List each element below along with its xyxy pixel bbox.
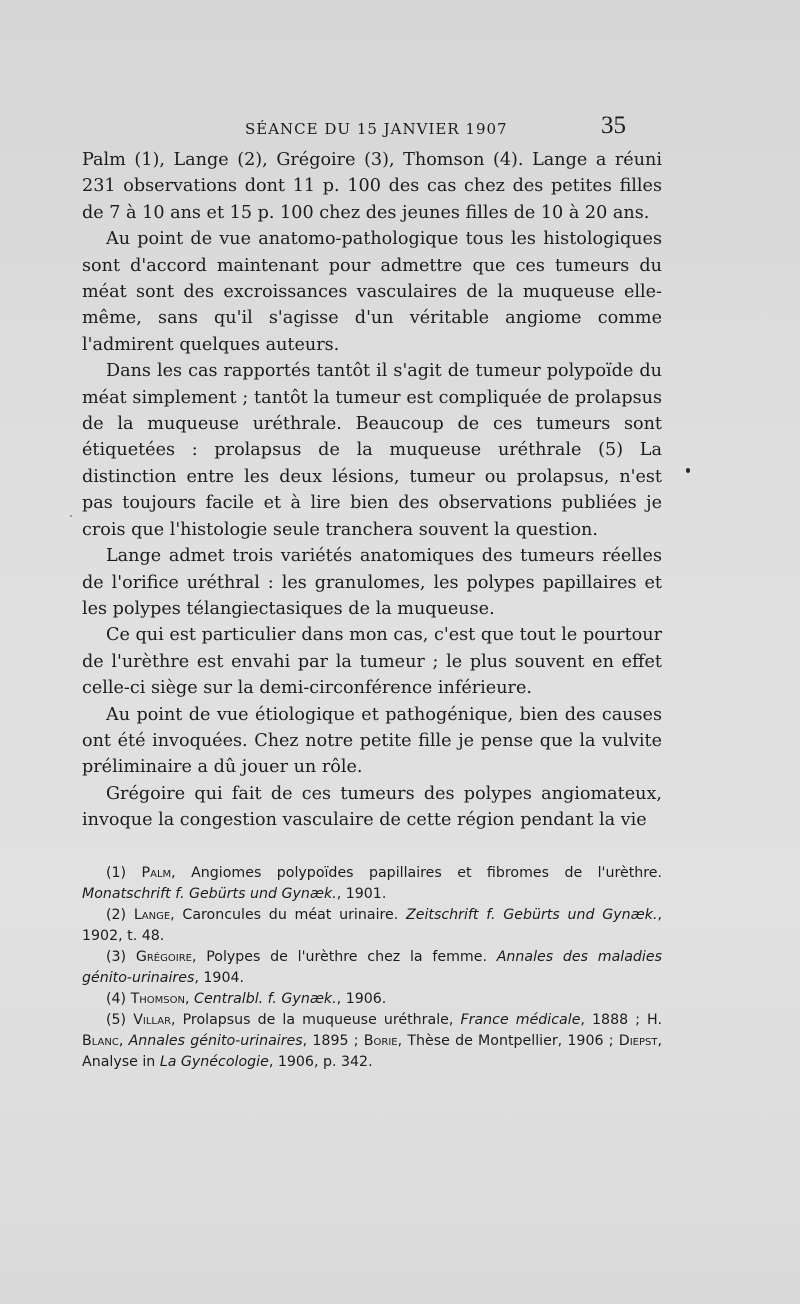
footnote-tail: , 1901. <box>336 886 387 902</box>
footnote-marker: (1) <box>106 865 127 881</box>
footnote-journal: Zeitschrift f. Gebürts und Gynæk. <box>406 907 658 923</box>
margin-speck <box>70 515 72 517</box>
footnote-tail: , 1904. <box>194 970 245 986</box>
footnote-4 <box>82 989 662 1010</box>
margin-speck <box>686 468 690 473</box>
footnote-author: Palm <box>141 865 172 881</box>
footnote-author: Diepst <box>618 1033 658 1049</box>
footnote-author: Villar <box>133 1012 172 1028</box>
paragraph-3: Dans les cas rapportés tantôt il s'agit de tumeur polypoïde du méat simplement ; tantôt la tumeur est compliquée de prolapsus de la muqueuse uréthrale. Beaucoup de ces tumeurs sont étiquetées : prolapsus de la muqueuse uréthrale (5) La distinction entre les deux lésions, tumeur ou prolapsus, n'est pas toujours facile et à lire bien des observations publiées je crois que l'histologie seule tranchera souvent la question. <box>82 361 662 540</box>
body-text <box>82 147 662 834</box>
paragraph-1: Palm (1), Lange (2), Grégoire (3), Thomson (4). Lange a réuni 231 observations dont 11 p. 100 des cas chez des petites filles de 7 à 10 ans et 15 p. 100 chez des jeunes filles de 10 à 20 ans. <box>82 150 662 223</box>
paragraph-2: Au point de vue anatomo-pathologique tous les histologiques sont d'accord maintenant pour admettre que ces tumeurs du méat sont des excroissances vasculaires de la muqueuse elle-même, sans qu'il s'agisse d'un véritable angiome comme l'admirent quelques auteurs. <box>82 229 662 355</box>
footnote-journal: Annales génito-urinaires <box>128 1033 303 1049</box>
footnote-author: Lange <box>133 907 171 923</box>
footnote-marker: (5) <box>106 1012 127 1028</box>
footnote-text: , Polypes de l'urèthre chez la femme. <box>191 949 497 965</box>
footnote-1 <box>82 863 662 905</box>
footnote-author: Grégoire <box>135 949 192 965</box>
paragraph-7: Grégoire qui fait de ces tumeurs des polypes angiomateux, invoque la congestion vasculaire de cette région pendant la vie <box>82 783 662 831</box>
footnote-3 <box>82 947 662 989</box>
footnote-author: Borie <box>363 1033 398 1049</box>
footnote-tail: , 1906, p. 342. <box>268 1054 373 1070</box>
running-head <box>0 112 800 142</box>
footnote-text: , Prolapsus de la muqueuse uréthrale, <box>171 1012 461 1028</box>
footnote-author: Blanc <box>82 1033 119 1049</box>
footnote-text: , <box>118 1033 129 1049</box>
footnote-journal: Centralbl. f. Gynæk. <box>194 991 337 1007</box>
footnotes <box>82 863 662 1073</box>
footnote-text: , Analyse in <box>82 1033 662 1070</box>
footnote-journal: Annales des maladies génito-urinaires <box>82 949 662 986</box>
footnote-author: Thomson <box>130 991 186 1007</box>
paragraph-6: Au point de vue étiologique et pathogénique, bien des causes ont été invoquées. Chez notre petite fille je pense que la vulvite préliminaire a dû jouer un rôle. <box>82 704 662 778</box>
footnote-2 <box>82 905 662 947</box>
footnote-tail: , 1906. <box>336 991 387 1007</box>
footnote-journal: Monatschrift f. Gebürts und Gynæk. <box>82 886 337 902</box>
paragraph-4: Lange admet trois variétés anatomiques des tumeurs réelles de l'orifice uréthral : les granulomes, les polypes papillaires et les polypes télangiectasiques de la muqueuse. <box>82 546 662 619</box>
paragraph-5: Ce qui est particulier dans mon cas, c'est que tout le pourtour de l'urèthre est envahi par la tumeur ; le plus souvent en effet celle-ci siège sur la demi-circonférence inférieure. <box>82 625 662 699</box>
footnote-text: , Caroncules du méat urinaire. <box>170 907 407 923</box>
footnote-text: , <box>185 991 195 1007</box>
footnote-tail: , 1902, t. 48. <box>82 907 662 944</box>
page-number: 35 <box>601 112 626 139</box>
footnote-marker: (4) <box>106 991 127 1007</box>
footnote-journal: La Gynécologie <box>159 1054 269 1070</box>
footnote-text: , 1888 ; H. <box>580 1012 662 1028</box>
footnote-marker: (2) <box>106 907 127 923</box>
footnote-5 <box>82 1010 662 1073</box>
running-title: SÉANCE DU 15 JANVIER 1907 <box>245 120 508 138</box>
footnote-marker: (3) <box>106 949 127 965</box>
footnote-text: , Angiomes polypoïdes papillaires et fibromes de l'urèthre. <box>171 865 663 881</box>
footnote-text: , Thèse de Montpellier, 1906 ; <box>397 1033 619 1049</box>
footnote-journal: France médicale <box>460 1012 581 1028</box>
footnote-text: , 1895 ; <box>302 1033 364 1049</box>
